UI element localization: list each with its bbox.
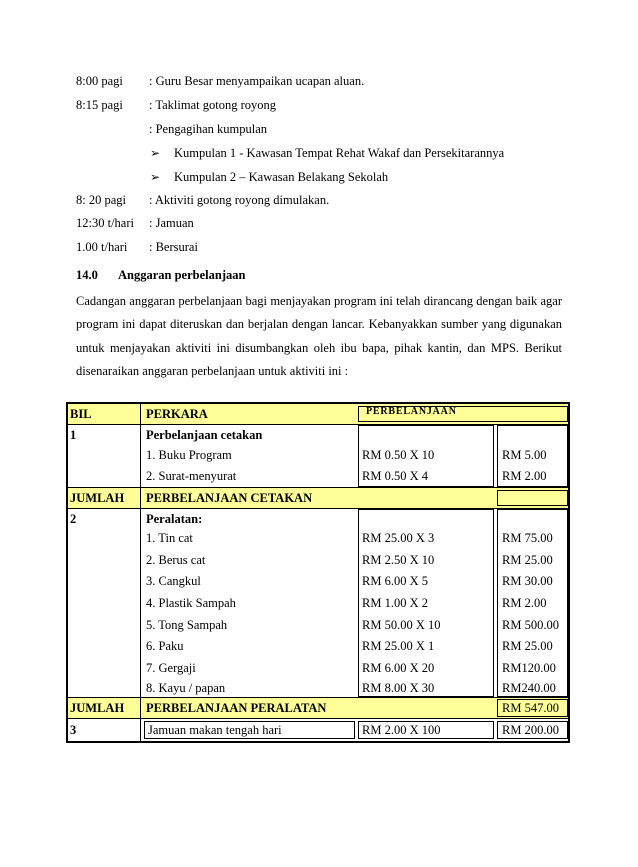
table-summary-row: [68, 487, 568, 508]
item-name: 2. Surat-menyurat: [146, 469, 237, 483]
item-total: RM 25.00: [502, 639, 553, 653]
paragraph-line: Cadangan anggaran perbelanjaan bagi menjayakan program ini telah dirancang dengan baik agar: [76, 294, 562, 308]
item-calc: RM 6.00 X 20: [362, 661, 435, 675]
table-row: [68, 718, 568, 741]
group-label: Kumpulan 1 - Kawasan Tempat Rehat Wakaf dan Persekitarannya: [174, 146, 505, 160]
arrow-bullet-icon: ➢: [150, 170, 161, 184]
item-name: 7. Gergaji: [146, 661, 196, 675]
item-total: RM240.00: [502, 681, 556, 695]
item-name: 3. Cangkul: [146, 574, 201, 588]
item-calc: RM 8.00 X 30: [362, 681, 435, 695]
item-total: RM 500.00: [502, 618, 559, 632]
section-bil: 2: [70, 512, 77, 526]
summary-total: RM 547.00: [502, 701, 559, 715]
summary-label: JUMLAH: [70, 491, 125, 505]
item-name: 8. Kayu / papan: [146, 681, 226, 695]
header-perbelanjaan: PERBELANJAAN: [366, 406, 457, 417]
item-total: RM 25.00: [502, 553, 553, 567]
paragraph-line: disenaraikan anggaran perbelanjaan untuk aktiviti ini :: [76, 364, 349, 379]
schedule-desc: : Jamuan: [149, 216, 194, 230]
item-total: RM 5.00: [502, 448, 547, 462]
table-section-1: [68, 424, 568, 487]
group-item: [150, 144, 504, 162]
item-name: 6. Paku: [146, 639, 184, 653]
schedule-time: 1.00 t/hari: [76, 240, 128, 254]
row-total: RM 200.00: [502, 723, 559, 737]
arrow-bullet-icon: ➢: [150, 146, 161, 160]
item-name: 5. Tong Sampah: [146, 618, 228, 632]
section-title: Peralatan:: [146, 512, 203, 526]
section-heading: [76, 268, 245, 283]
item-total: RM 2.00: [502, 596, 547, 610]
item-name: 2. Berus cat: [146, 553, 206, 567]
item-total: RM 2.00: [502, 469, 547, 483]
table-header-row: [68, 404, 568, 424]
section-number: 14.0: [76, 268, 98, 282]
schedule-desc: : Guru Besar menyampaikan ucapan aluan.: [149, 74, 365, 88]
item-total: RM 75.00: [502, 531, 553, 545]
summary-desc: PERBELANJAAN CETAKAN: [146, 491, 313, 505]
schedule-time: 8: 20 pagi: [76, 193, 126, 207]
schedule-desc: : Pengagihan kumpulan: [149, 122, 268, 136]
item-calc: RM 2.50 X 10: [362, 553, 435, 567]
row-bil: 3: [70, 723, 77, 737]
item-name: 4. Plastik Sampah: [146, 596, 236, 610]
item-name: 1. Tin cat: [146, 531, 193, 545]
header-perkara: PERKARA: [146, 407, 208, 421]
group-label: Kumpulan 2 – Kawasan Belakang Sekolah: [174, 170, 389, 184]
header-bil: BIL: [70, 407, 92, 421]
item-calc: RM 6.00 X 5: [362, 574, 428, 588]
schedule-desc: : Aktiviti gotong royong dimulakan.: [149, 193, 330, 207]
schedule-time: 8:00 pagi: [76, 74, 123, 88]
budget-table: [66, 402, 570, 743]
item-total: RM 30.00: [502, 574, 553, 588]
item-total: RM120.00: [502, 661, 556, 675]
item-calc: RM 1.00 X 2: [362, 596, 428, 610]
table-section-2: [68, 508, 568, 697]
paragraph-line: untuk menjayakan aktiviti ini disumbangkan oleh ibu bapa, pihak kantin, dan MPS. Berikut: [76, 340, 562, 355]
table-summary-row: [68, 697, 568, 718]
item-calc: RM 0.50 X 10: [362, 448, 435, 462]
item-calc: RM 50.00 X 10: [362, 618, 441, 632]
row-perkara: Jamuan makan tengah hari: [148, 723, 282, 737]
section-paragraph: [76, 290, 562, 384]
item-name: 1. Buku Program: [146, 448, 232, 462]
schedule-time: 8:15 pagi: [76, 98, 123, 112]
summary-desc: PERBELANJAAN PERALATAN: [146, 701, 327, 715]
item-calc: RM 25.00 X 3: [362, 531, 435, 545]
section-title: Perbelanjaan cetakan: [146, 428, 263, 442]
section-bil: 1: [70, 428, 77, 442]
schedule-desc: : Bersurai: [149, 240, 198, 254]
schedule-desc: : Taklimat gotong royong: [149, 98, 277, 112]
schedule-time: 12:30 t/hari: [76, 216, 134, 230]
item-calc: RM 25.00 X 1: [362, 639, 435, 653]
summary-label: JUMLAH: [70, 701, 125, 715]
row-calc: RM 2.00 X 100: [362, 723, 441, 737]
section-title: Anggaran perbelanjaan: [118, 268, 246, 282]
group-item: [150, 168, 388, 186]
item-calc: RM 0.50 X 4: [362, 469, 428, 483]
paragraph-line: program ini dapat diteruskan dan berjalan dengan lancar. Kebanyakkan sumber yang digunakan: [76, 317, 562, 332]
